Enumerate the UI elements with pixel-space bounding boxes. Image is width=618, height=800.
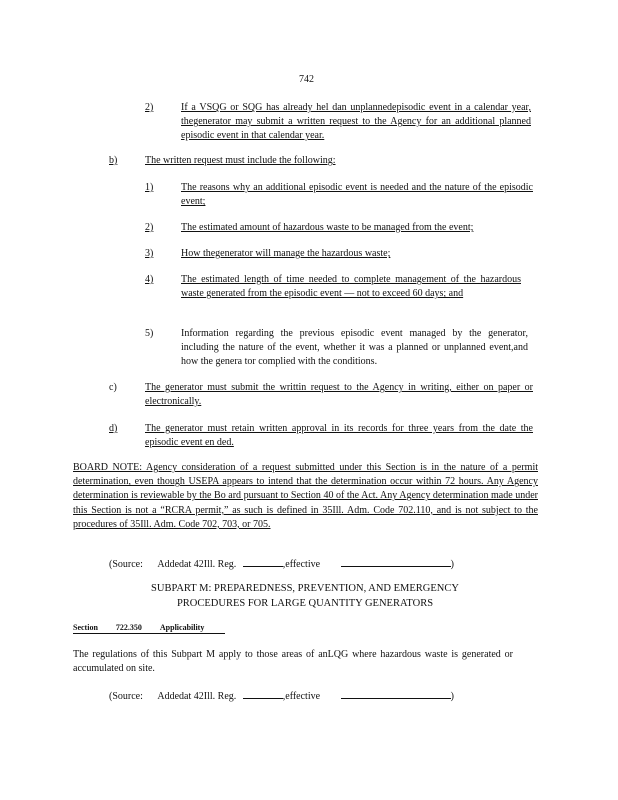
item-text: The estimated length of time needed to complete management of the hazardous waste generated from the episodic event — not to exceed 60 days; and — [181, 274, 521, 300]
source-close: ) — [450, 691, 454, 702]
effective-date-blank — [341, 688, 451, 699]
item-number: 1) — [145, 182, 154, 193]
item-text: The estimated amount of hazardous waste to be managed from the event; — [181, 222, 474, 233]
item-number: 5) — [145, 328, 154, 339]
item-number: 4) — [145, 274, 154, 285]
source-effective: ,effective — [282, 691, 321, 702]
item-text: The generator must submit the writtin request to the Agency in writing, either on paper or electronically. — [145, 382, 533, 408]
item-number: c) — [109, 382, 117, 393]
source-open: (Source: — [109, 559, 143, 570]
section-number: 722.350 — [115, 623, 142, 632]
item-text: If a VSQG or SQG has already hel dan unplannedepisodic event in a calendar year, thegenerator may submit a written request to the Agency for an additional planned episodic event in that calendar year. — [181, 102, 531, 142]
source-effective: ,effective — [282, 559, 321, 570]
item-text: The reasons why an additional episodic event is needed and the nature of the episodic event; — [181, 182, 533, 208]
subpart-title-line2: PROCEDURES FOR LARGE QUANTITY GENERATORS — [176, 598, 434, 609]
item-text: Information regarding the previous episodic event managed by the generator, including the nature of the event, whether it was a planned or unplanned event,and how the genera tor complied with the conditions. — [181, 328, 528, 368]
item-text: How thegenerator will manage the hazardous waste; — [181, 248, 391, 259]
section-title: Applicability — [159, 623, 205, 632]
source-middle: Addedat 42Ill. Reg. — [157, 691, 237, 702]
board-note: BOARD NOTE: Agency consideration of a request submitted under this Section is in the nature of a permit determination, even though USEPA appears to intend that the determination occur within 72 hours. Any Agency determination is reviewable by the Bo ard pursuant to Section 40 of the Act. Any Agency determination made under this Section is not a “RCRA permit,” as such is defined in 35Ill. Adm. Code 702.110, and is not subject to the procedures of 35Ill. Adm. Code 702, 703, or 705. — [73, 462, 538, 530]
item-number: b) — [109, 155, 118, 166]
subpart-title-line1: SUBPART M: PREPAREDNESS, PREVENTION, AND EMERGENCY — [151, 583, 459, 594]
section-label: Section — [73, 623, 98, 632]
register-blank — [243, 688, 283, 699]
applicability-text: The regulations of this Subpart M apply to those areas of anLQG where hazardous waste is generated or accumulated on site. — [73, 649, 513, 675]
item-text: The written request must include the following: — [145, 155, 336, 166]
item-number: 2) — [145, 102, 154, 113]
item-number: d) — [109, 423, 118, 434]
item-number: 3) — [145, 248, 154, 259]
item-text: The generator must retain written approval in its records for three years from the date the episodic event en ded. — [145, 423, 533, 449]
source-close: ) — [450, 559, 454, 570]
register-blank — [243, 556, 283, 567]
page-number: 742 — [299, 74, 314, 85]
source-line — [109, 556, 469, 572]
item-number: 2) — [145, 222, 154, 233]
source-open: (Source: — [109, 691, 143, 702]
source-line — [109, 688, 469, 704]
effective-date-blank — [341, 556, 451, 567]
source-middle: Addedat 42Ill. Reg. — [157, 559, 237, 570]
section-heading — [73, 623, 225, 634]
